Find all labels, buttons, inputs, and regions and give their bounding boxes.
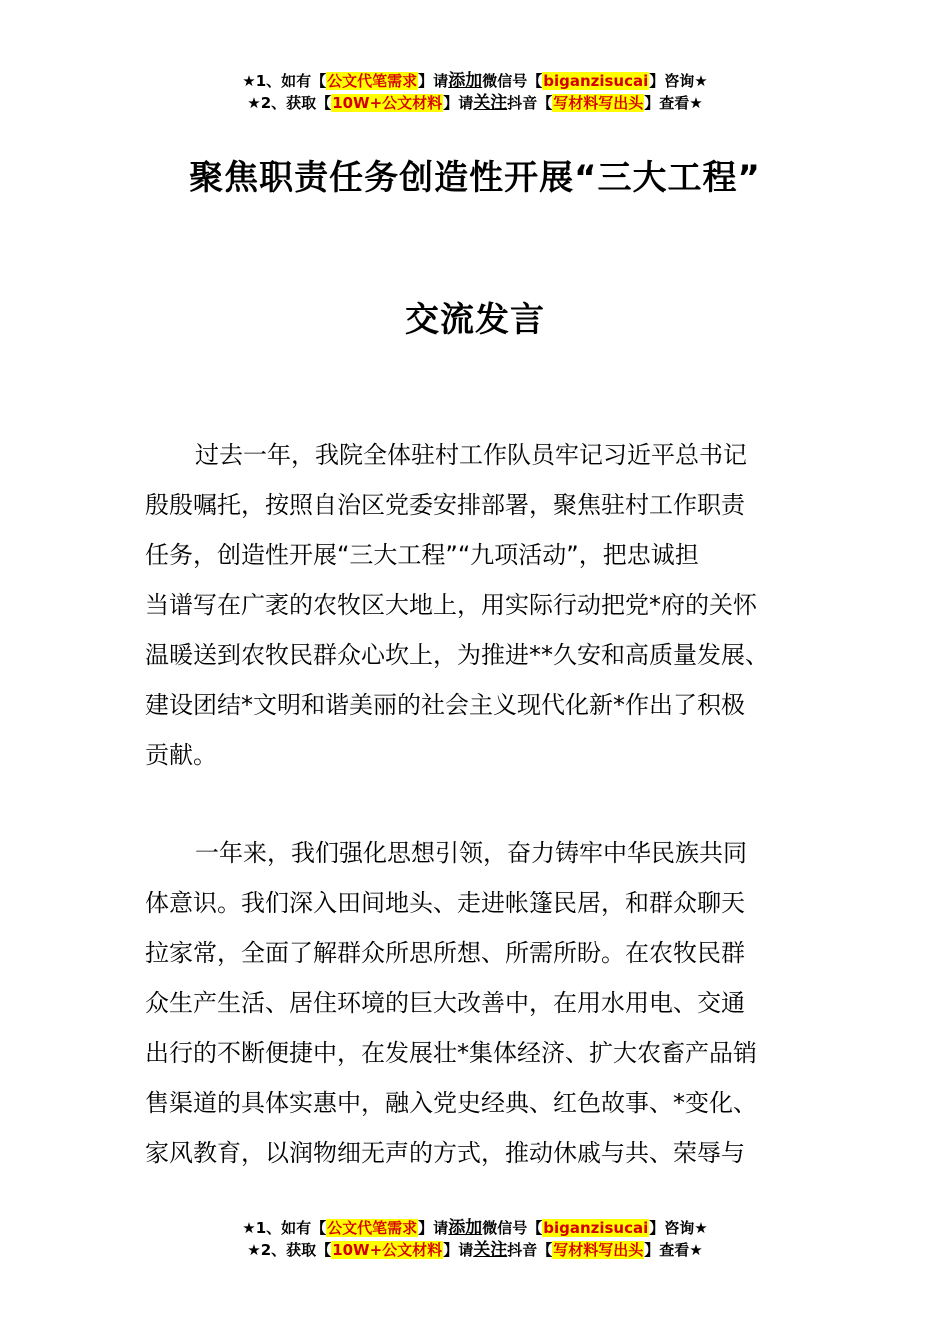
banner-line-2 (0, 1239, 950, 1261)
banner-text: 】请 (443, 94, 474, 112)
banner-text: 】咨询★ (649, 72, 708, 90)
banner-wechat-id: biganzisucai (543, 72, 649, 90)
banner-emphasis: 关注 (473, 1240, 508, 1260)
banner-text: 】请 (443, 1241, 474, 1259)
paragraph-line: 家风教育，以润物细无声的方式，推动休戚与共、荣辱与 (145, 1139, 745, 1167)
paragraph-line: 温暖送到农牧民群众心坎上，为推进**久安和高质量发展、 (145, 641, 769, 669)
banner-emphasis: 关注 (473, 93, 508, 113)
paragraph-line: 建设团结*文明和谐美丽的社会主义现代化新*作出了积极 (145, 691, 745, 719)
paragraph-line: 过去一年，我院全体驻村工作队员牢记习近平总书记 (195, 441, 747, 469)
banner-line-1 (0, 70, 950, 92)
banner-text: 】请 (418, 72, 449, 90)
banner-text: 抖音【 (507, 94, 553, 112)
paragraph-line: 售渠道的具体实惠中，融入党史经典、红色故事、*变化、 (145, 1089, 757, 1117)
paragraph-line: 拉家常，全面了解群众所思所想、所需所盼。在农牧民群 (145, 939, 745, 967)
banner-douyin-account: 写材料写出头 (553, 94, 644, 112)
banner-emphasis: 添加 (448, 71, 483, 91)
paragraph-line: 一年来，我们强化思想引领，奋力铸牢中华民族共同 (195, 839, 747, 867)
paragraph-line: 众生产生活、居住环境的巨大改善中，在用水用电、交通 (145, 989, 745, 1017)
paragraph-line: 出行的不断便捷中，在发展壮*集体经济、扩大农畜产品销 (145, 1039, 757, 1067)
banner-text: 】查看★ (644, 94, 703, 112)
banner-highlight: 10W+公文材料 (332, 1241, 443, 1259)
banner-text: ★1、如有【 (242, 1219, 327, 1237)
banner-emphasis: 添加 (448, 1218, 483, 1238)
paragraph-line: 当谱写在广袤的农牧区大地上，用实际行动把党*府的关怀 (145, 591, 757, 619)
paragraph-2 (145, 828, 810, 1178)
banner-text: 微信号【 (482, 1219, 543, 1237)
bottom-banner (0, 1217, 950, 1261)
document-title-line-1: 聚焦职责任务创造性开展“三大工程” (189, 158, 761, 198)
banner-text: 微信号【 (482, 72, 543, 90)
paragraph-line: 任务，创造性开展“三大工程”“九项活动”，把忠诚担 (145, 541, 699, 569)
banner-line-2 (0, 92, 950, 114)
paragraph-1 (145, 430, 810, 780)
banner-highlight: 10W+公文材料 (332, 94, 443, 112)
paragraph-line: 体意识。我们深入田间地头、走进帐篷民居，和群众聊天 (145, 889, 745, 917)
banner-highlight: 公文代笔需求 (327, 1219, 418, 1237)
banner-text: 】请 (418, 1219, 449, 1237)
banner-text: 抖音【 (507, 1241, 553, 1259)
banner-douyin-account: 写材料写出头 (553, 1241, 644, 1259)
document-title-line-2: 交流发言 (405, 300, 545, 340)
banner-wechat-id: biganzisucai (543, 1219, 649, 1237)
paragraph-line: 贡献。 (145, 741, 217, 769)
banner-line-1 (0, 1217, 950, 1239)
banner-text: ★2、获取【 (247, 1241, 332, 1259)
banner-text: 】咨询★ (649, 1219, 708, 1237)
banner-text: 】查看★ (644, 1241, 703, 1259)
top-banner (0, 70, 950, 114)
banner-highlight: 公文代笔需求 (327, 72, 418, 90)
banner-text: ★2、获取【 (247, 94, 332, 112)
banner-text: ★1、如有【 (242, 72, 327, 90)
paragraph-line: 殷殷嘱托，按照自治区党委安排部署，聚焦驻村工作职责 (145, 491, 745, 519)
